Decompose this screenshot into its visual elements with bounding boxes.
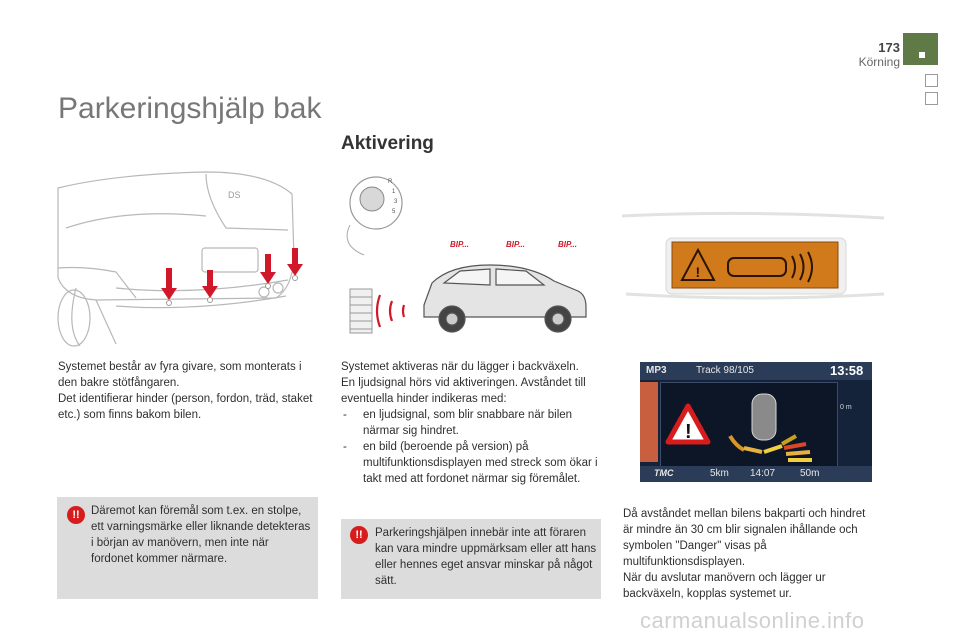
warning-text-middle: Parkeringshjälpen innebär inte att föraren kan vara mindre uppmärksam eller att hans eller hennes eget ansvar minskar på något sätt. (375, 527, 597, 587)
svg-text:R: R (388, 179, 393, 185)
watermark: carmanualsonline.info (640, 608, 865, 633)
tab-square-icon (925, 74, 938, 87)
list-item: - en ljudsignal, som blir snabbare när bilen närmar sig hindret. (341, 407, 603, 439)
parking-view (664, 386, 834, 464)
beep-label: BIP... (558, 240, 577, 249)
svg-text:5: 5 (392, 209, 396, 215)
warning-icon: !! (350, 526, 368, 544)
list-item: - en bild (beroende på version) på multifunktionsdisplayen med streck som ökar i takt med att fordonet närmar sig föremålet. (341, 439, 603, 487)
svg-text:!: ! (695, 264, 701, 280)
display-tmc: TMC (654, 468, 674, 478)
tab-marker-icon (919, 52, 925, 58)
warning-icon: !! (67, 506, 85, 524)
svg-text:DS: DS (228, 190, 241, 200)
left-paragraph: Systemet består av fyra givare, som monterats i den bakre stötfångaren. Det identifierar hinder (person, fordon, träd, staket etc.) som finns bakom bilen. (58, 361, 313, 421)
beep-label: BIP... (506, 240, 525, 249)
chapter-tab (903, 33, 938, 65)
section-label: Körning (858, 55, 900, 69)
middle-text (341, 359, 603, 487)
right-paragraph: Då avståndet mellan bilens bakparti och hindret är mindre än 30 cm blir signalen ihållande och symbolen "Danger" visas på multifunktionsdisplayen. När du avslutar manövern och lägger ur backväxeln, kopplas systemet ur. (623, 508, 866, 600)
display-source: MP3 (646, 365, 667, 376)
display-clock: 13:58 (830, 363, 864, 378)
display-time: 14:07 (750, 468, 776, 479)
display-distance: 5km (710, 468, 729, 479)
warning-text-left: Däremot kan föremål som t.ex. en stolpe, ett varningsmärke eller liknande detekteras i början av manövern, men inte när fordonet kommer närmare. (91, 505, 311, 565)
display-distance2: 50m (800, 468, 820, 479)
instrument-display-illustration (622, 210, 887, 302)
tab-square-icon (925, 92, 938, 105)
page-title: Parkeringshjälp bak (58, 92, 322, 125)
section-heading: Aktivering (341, 133, 434, 154)
multifunction-display (640, 362, 872, 482)
page-number: 173 (878, 40, 900, 55)
warning-note-middle (341, 519, 601, 599)
warning-note-left (57, 497, 318, 599)
rear-bumper-illustration (56, 168, 306, 348)
svg-text:!: ! (685, 421, 692, 443)
svg-text:3: 3 (394, 199, 398, 205)
display-track: Track 98/105 (696, 365, 754, 376)
beep-label: BIP... (450, 240, 469, 249)
display-side-text: 0 m (840, 404, 852, 411)
reversing-illustration (340, 165, 600, 345)
svg-text:1: 1 (392, 189, 396, 195)
middle-intro: Systemet aktiveras när du lägger i backväxeln. En ljudsignal hörs vid aktiveringen. Avståndet till eventuella hinder indikeras med: (341, 361, 586, 405)
